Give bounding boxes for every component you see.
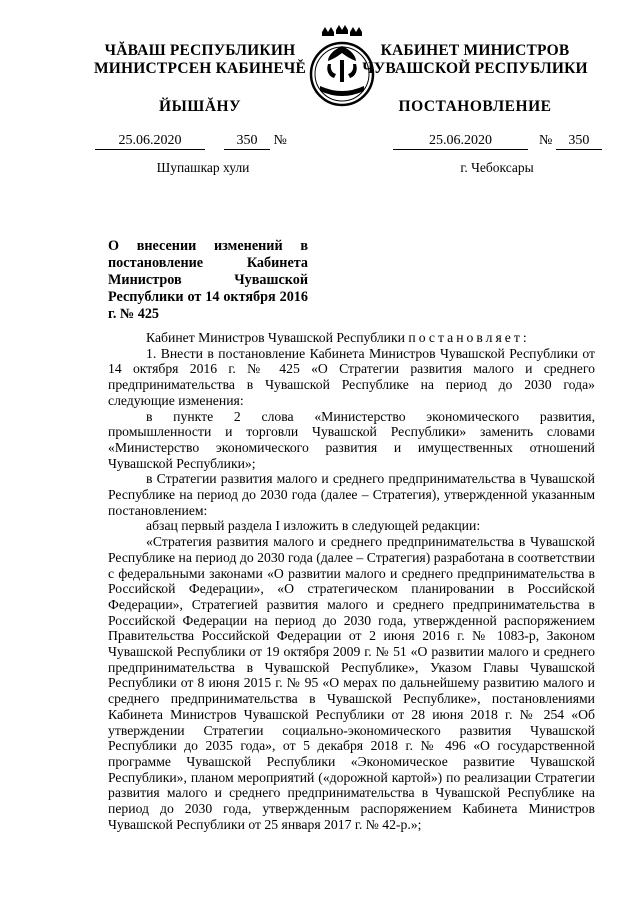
place-right: г. Чебоксары xyxy=(460,160,534,175)
header-left-line2: МИНИСТРСЕН КАБИНЕЧĚ xyxy=(93,60,307,77)
registration-date-left: 25.06.2020 xyxy=(95,133,205,150)
intro-text: Кабинет Министров Чувашской Республики xyxy=(146,330,405,345)
document-subject: О внесении изменений в постановление Кабинета Министров Чувашской Республики от 14 октября 2016 г. № 425 xyxy=(108,238,308,322)
registration-number-left: 350 xyxy=(224,133,270,150)
registration-number-right: 350 xyxy=(556,133,602,150)
number-sign-right: № xyxy=(539,133,553,148)
header-right xyxy=(345,42,605,78)
body-intro xyxy=(108,330,595,346)
registration-left xyxy=(95,133,287,151)
intro-verb: постановляет: xyxy=(408,330,530,345)
body-paragraph: абзац первый раздела I изложить в следующей редакции: xyxy=(146,518,481,534)
number-sign-left: № xyxy=(273,133,287,148)
place-left: Шупашкар хули xyxy=(156,160,250,175)
doc-type-right: ПОСТАНОВЛЕНИЕ xyxy=(398,98,552,115)
header-left xyxy=(70,42,330,78)
body-paragraph: 1. Внести в постановление Кабинета Министров Чувашской Республики от 14 октября 2016 г. № 425 «О Стратегии развития малого и среднего предпринимательства в Чувашской Республике на период до 2030 года» следующие изменения: xyxy=(108,345,595,408)
registration-date-right: 25.06.2020 xyxy=(393,133,528,150)
header-left-line1: ЧĂВАШ РЕСПУБЛИКИН xyxy=(104,42,296,59)
header-right-line1: КАБИНЕТ МИНИСТРОВ xyxy=(380,42,570,59)
doc-type-left: ЙЫШĂНУ xyxy=(159,98,241,115)
body-paragraph: «Стратегия развития малого и среднего предпринимательства в Чувашской Республике на период до 2030 года (далее – Стратегия) разработана в соответствии с федеральными законами «О развитии малого и среднего предпринимательства в Российской Федерации», «О стратегическом планировании в Российской Федерации», Стратегией развития малого и среднего предпринимательства в Российской Федерации на период до 2030 года, утвержденной распоряжением Правительства Российской Федерации от 2 июня 2016 г. № 1083-р, Законом Чувашской Республики от 19 октября 2009 г. № 51 «О развитии малого и среднего предпринимательства в Чувашской Республике», Указом Главы Чувашской Республики от 8 июня 2015 г. № 95 «О мерах по дальнейшему развитию малого и среднего предпринимательства в Чувашской Республике», постановлениями Кабинета Министров Чувашской Республики от 28 июня 2018 г. № 254 «Об утверждении Стратегии социально-экономического развития Чувашской Республики до 2035 года», от 5 декабря 2018 г. № 496 «О государственной программе Чувашской Республики «Экономическое развитие Чувашской Республики», планом мероприятий («дорожной картой») по реализации Стратегии развития малого и среднего предпринимательства в Чувашской Республике на период до 2030 года, утвержденным распоряжением Кабинета Министров Чувашской Республики от 25 января 2017 г. № 42-р.»; xyxy=(108,534,595,832)
body-paragraph: в Стратегии развития малого и среднего предпринимательства в Чувашской Республике на период до 2030 года (далее – Стратегия), утвержденной указанным постановлением: xyxy=(108,471,595,518)
body-paragraph: в пункте 2 слова «Министерство экономического развития, промышленности и торговли Чувашской Республики» заменить словами «Министерство экономического развития и имущественных отношений Чувашской Республики»; xyxy=(108,408,595,471)
document-body xyxy=(108,330,595,833)
registration-right xyxy=(393,133,602,151)
header-right-line2: ЧУВАШСКОЙ РЕСПУБЛИКИ xyxy=(362,60,588,77)
